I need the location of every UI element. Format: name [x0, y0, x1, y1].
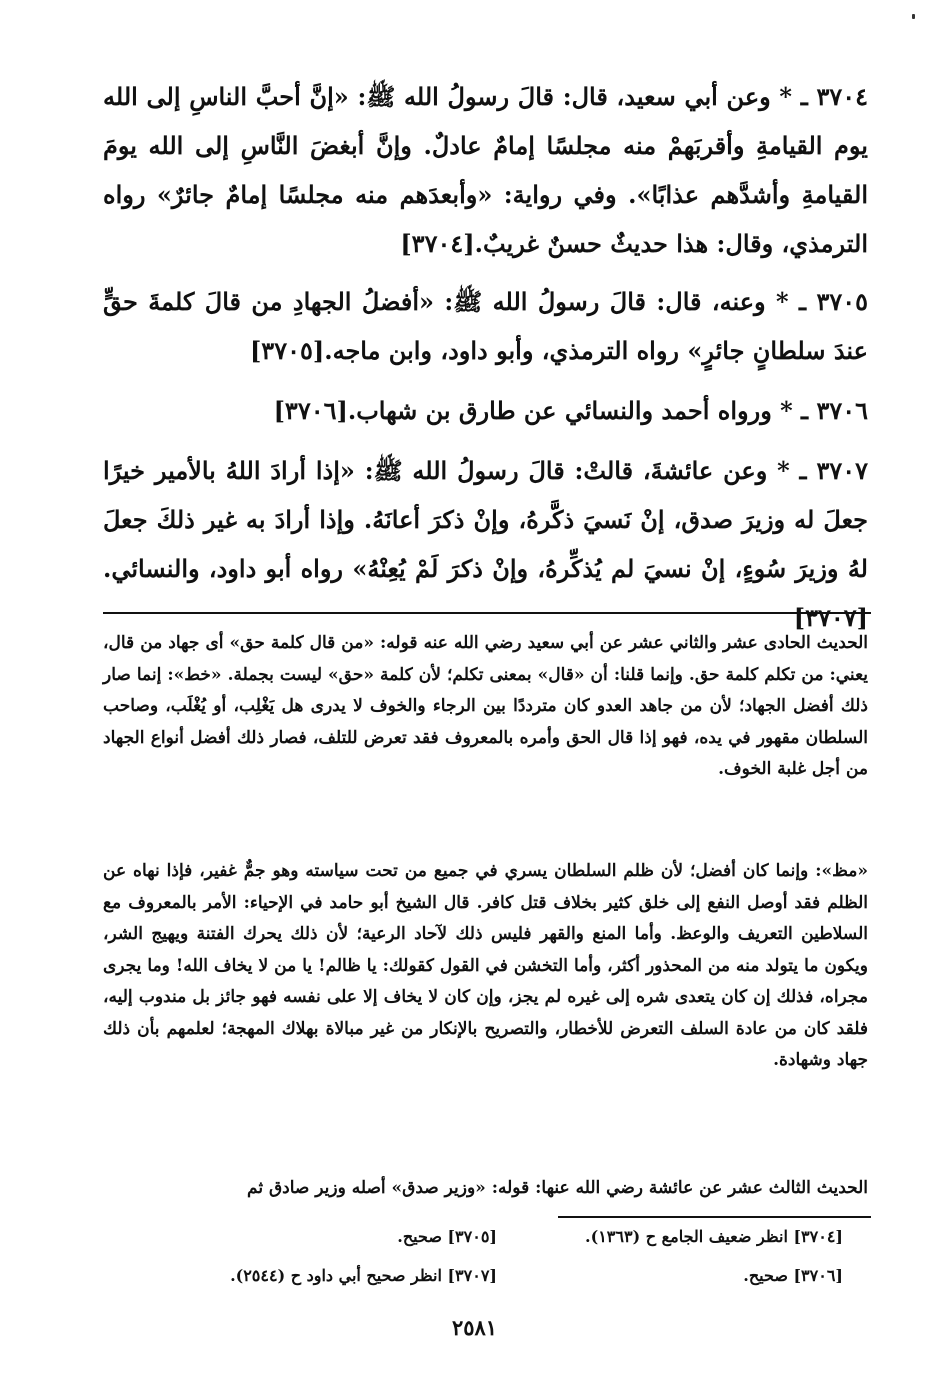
footnote-3704: [٣٧٠٤] انظر ضعيف الجامع ح (١٣٦٣).: [585, 1227, 843, 1246]
footnote-3707: [٣٧٠٧] انظر صحيح أبي داود ح (٢٥٤٤).: [230, 1266, 497, 1285]
hadith-3706: [103, 386, 868, 435]
hadith-text: ٣٧٠٤ ـ * وعن أبي سعيد، قال: قالَ رسولُ الله ﷺ: «إنَّ أحبَّ الناسِ إلى الله يوم القيامةِ وأقربَهمْ منه مجلسًا إمامٌ عادلٌ. وإنَّ أبغضَ النَّاسِ إلى الله يومَ القيامةِ وأشدَّهم عذابًا». وفي رواية: «وأبعدَهم منه مجلسًا إمامٌ جائرٌ» رواه الترمذي، وقال: هذا حديثٌ حسنٌ غريبٌ.[٣٧٠٤]: [103, 82, 868, 258]
hadith-3705: [103, 277, 868, 375]
commentary-separator: [103, 612, 871, 614]
hadith-text: ٣٧٠٧ ـ * وعن عائشةَ، قالتْ: قالَ رسولُ الله ﷺ: «إذا أرادَ اللهُ بالأمير خيرًا جعلَ له وزيرَ صدق، إنْ نَسيَ ذكَّرهُ، وإنْ ذكرَ أعانَهُ. وإذا أرادَ به غير ذلكَ جعلَ لهُ وزيرَ سُوءٍ، إنْ نسيَ لم يُذكِّرهُ، وإنْ ذكرَ لَمْ يُعِنْهُ» رواه أبو داود، والنسائي.[٣٧٠٧]: [103, 456, 868, 632]
hadith-text: ٣٧٠٥ ـ * وعنه، قال: قالَ رسولُ الله ﷺ: «أفضلُ الجهادِ من قالَ كلمةَ حقٍّ عندَ سلطانٍ جائرٍ» رواه الترمذي، وأبو داود، وابن ماجه.[٣٧٠٥]: [103, 287, 868, 365]
page-number: ٢٥٨١: [451, 1315, 498, 1340]
commentary-text: الحديث الثالث عشر عن عائشة رضي الله عنها: قوله: «وزير صدق» أصله وزير صادق ثم: [247, 1178, 868, 1198]
commentary-block-2: [103, 856, 868, 1077]
commentary-block-1: [103, 628, 868, 786]
footnote-3705: [٣٧٠٥] صحيح.: [397, 1227, 497, 1246]
commentary-text: الحديث الحادى عشر والثاني عشر عن أبي سعيد رضي الله عنه قوله: «من قال كلمة حق» أى جهاد من قال، يعني: من تكلم كلمة حق. وإنما قلنا: أن «قال» بمعنى تكلم؛ لأن كلمة «حق» ليست بجملة. «خط»: إنما صار ذلك أفضل الجهاد؛ لأن من جاهد العدو كان مترددًا بين الرجاء والخوف لا يدرى هل يَغْلِب، أو يُغْلَب، وصاحب السلطان مقهور في يده، فهو إذا قال الحق وأمره بالمعروف فقد تعرض للتلف، فصار ذلك أفضل أنواع الجهاد من أجل غلبة الخوف.: [103, 633, 868, 779]
commentary-block-3: [103, 1173, 868, 1205]
hadith-3704: [103, 72, 868, 268]
footnote-separator: [558, 1216, 871, 1218]
footnote-3706: [٣٧٠٦] صحيح.: [743, 1266, 843, 1285]
commentary-text: «مظ»: وإنما كان أفضل؛ لأن ظلم السلطان يسري في جميع من تحت سياسته وهو جمٌّ غفير، فإذا نهاه عن الظلم فقد أوصل النفع إلى خلق كثير بخلاف قتل كافر. قال الشيخ أبو حامد في الإحياء: الأمر بالمعروف مع السلاطين التعريف والوعظ. وأما المنع والقهر فليس ذلك لآحاد الرعية؛ لأن ذلك يحرك الفتنة ويهيج الشر، ويكون ما يتولد منه من المحذور أكثر، وأما التخشن في القول كقولك: يا ظالم! يا من لا يخاف الله! وما يجرى مجراه، فذلك إن كان يتعدى شره إلى غيره لم يجز، وإن كان لا يخاف إلا على نفسه فهو جائز بل مندوب إليه، فلقد كان من عادة السلف التعرض للأخطار، والتصريح بالإنكار من غير مبالاة بهلاك المهجة؛ لعلمهم بأن ذلك جهاد وشهادة.: [103, 861, 868, 1070]
page-speck: [912, 14, 915, 19]
hadith-text: ٣٧٠٦ ـ * ورواه أحمد والنسائي عن طارق بن شهاب.[٣٧٠٦]: [273, 396, 868, 425]
